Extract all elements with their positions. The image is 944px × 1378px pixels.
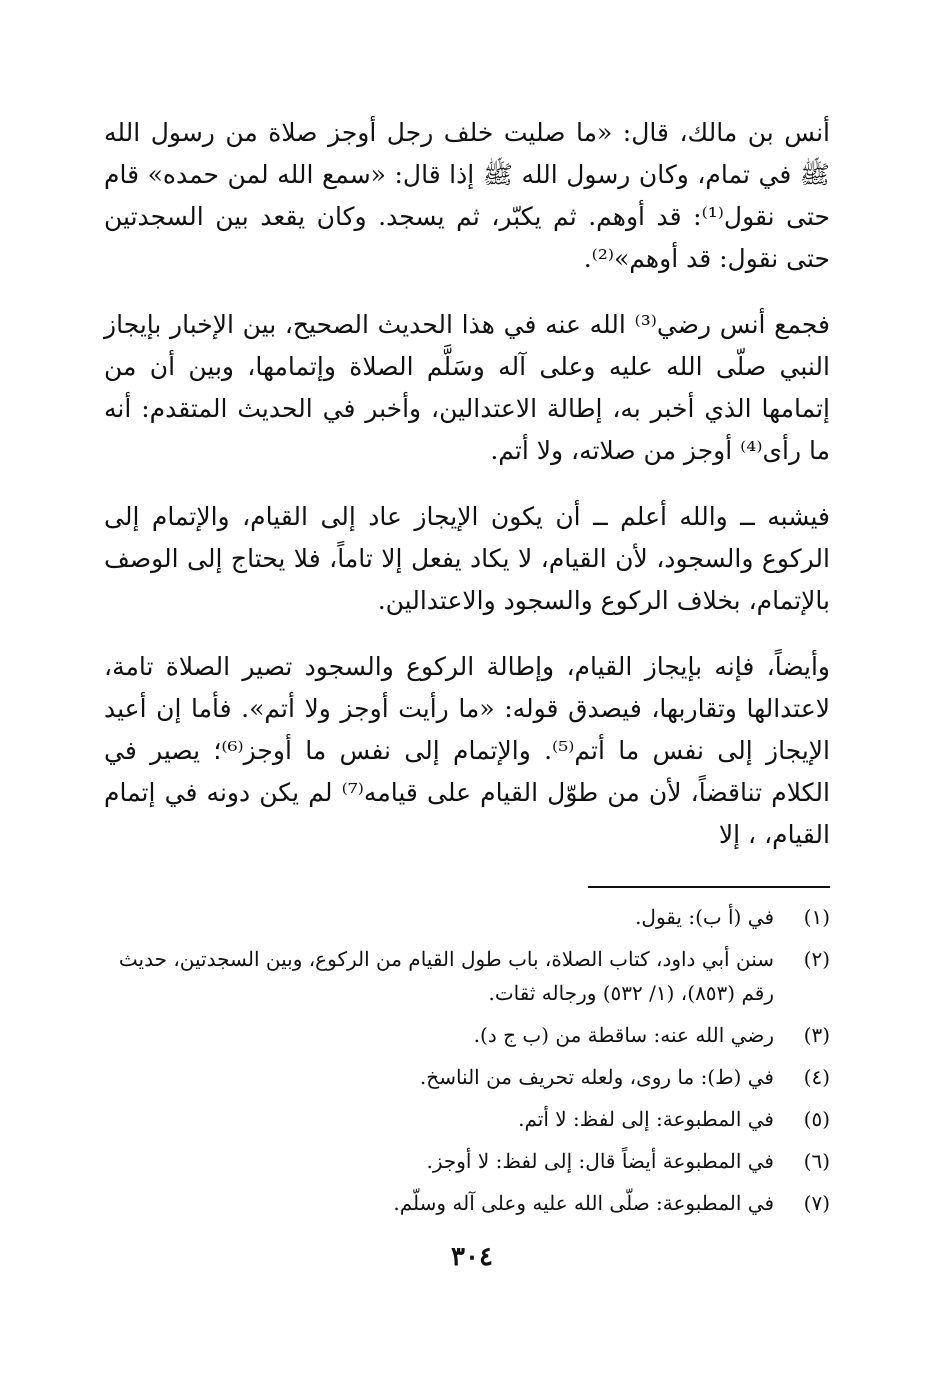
- footnote-text: في المطبوعة أيضاً قال: إلى لفظ: لا أوجز.: [426, 1149, 774, 1173]
- footnote-text: في (أ ب): يقول.: [635, 905, 774, 929]
- footnote-7: [104, 1186, 830, 1220]
- footnote-number: (٦): [803, 1149, 830, 1173]
- paragraph-4: وأيضاً، فإنه بإيجاز القيام، وإطالة الركوع والسجود تصير الصلاة تامة، لاعتدالها وتقاربها، فيصدق قوله: «ما رأيت أوجز ولا أتم». فأما إن أعيد الإيجاز إلى نفس ما أتم⁽⁵⁾. والإتمام إلى نفس ما أوجز⁽⁶⁾؛ يصير في الكلام تناقضاً، لأن من طوّل القيام على قيامه⁽⁷⁾ لم يكن دونه في إتمام القيام، ، إلا: [104, 652, 830, 849]
- footnote-number: (٥): [803, 1107, 830, 1131]
- footnote-number: (٢): [803, 947, 830, 971]
- footnote-number: (٣): [803, 1023, 830, 1047]
- footnote-divider: [588, 886, 830, 888]
- paragraph-1: أنس بن مالك، قال: «ما صليت خلف رجل أوجز صلاة من رسول الله ﷺ في تمام، وكان رسول الله ﷺ إذا قال: «سمع الله لمن حمده» قام حتى نقول⁽¹⁾: قد أوهم. ثم يكبّر، ثم يسجد. وكان يقعد بين السجدتين حتى نقول: قد أوهم»⁽²⁾.: [104, 118, 831, 273]
- footnotes: [104, 900, 830, 1228]
- footnote-number: (٤): [803, 1065, 830, 1089]
- footnote-number: (١): [803, 905, 830, 929]
- page-number: ٣٠٤: [451, 1242, 493, 1272]
- footnote-6: [104, 1144, 830, 1178]
- footnote-text: سنن أبي داود، كتاب الصلاة، باب طول القيام من الركوع، وبين السجدتين، حديث رقم (٨٥٣)، (١/ ٥٣٢) ورجاله ثقات.: [118, 947, 774, 1005]
- footnote-text: في المطبوعة: صلّى الله عليه وعلى آله وسلّم.: [393, 1191, 774, 1215]
- paragraph-2: فجمع أنس رضي⁽³⁾ الله عنه في هذا الحديث الصحيح، بين الإخبار بإيجاز النبي صلّى الله عليه وعلى آله وسَلَّم الصلاة وإتمامها، وبين أن من إتمامها الذي أخبر به، إطالة الاعتدالين، وأخبر في الحديث المتقدم: أنه ما رأى⁽⁴⁾ أوجز من صلاته، ولا أتم.: [104, 310, 831, 465]
- footnote-3: [104, 1018, 830, 1052]
- footnote-1: [104, 900, 830, 934]
- footnote-text: رضي الله عنه: ساقطة من (ب ج د).: [473, 1023, 774, 1047]
- footnote-text: في المطبوعة: إلى لفظ: لا أتم.: [518, 1107, 774, 1131]
- footnote-number: (٧): [803, 1191, 830, 1215]
- footnote-2: [104, 942, 830, 1010]
- footnote-5: [104, 1102, 830, 1136]
- footnote-text: في (ط): ما روى، ولعله تحريف من الناسخ.: [419, 1065, 774, 1089]
- main-text: [104, 112, 830, 880]
- footnote-4: [104, 1060, 830, 1094]
- paragraph-3: فيشبه ــ والله أعلم ــ أن يكون الإيجاز عاد إلى القيام، والإتمام إلى الركوع والسجود، لأن القيام، لا يكاد يفعل إلا تاماً، فلا يحتاج إلى الوصف بالإتمام، بخلاف الركوع والسجود والاعتدالين.: [104, 502, 830, 615]
